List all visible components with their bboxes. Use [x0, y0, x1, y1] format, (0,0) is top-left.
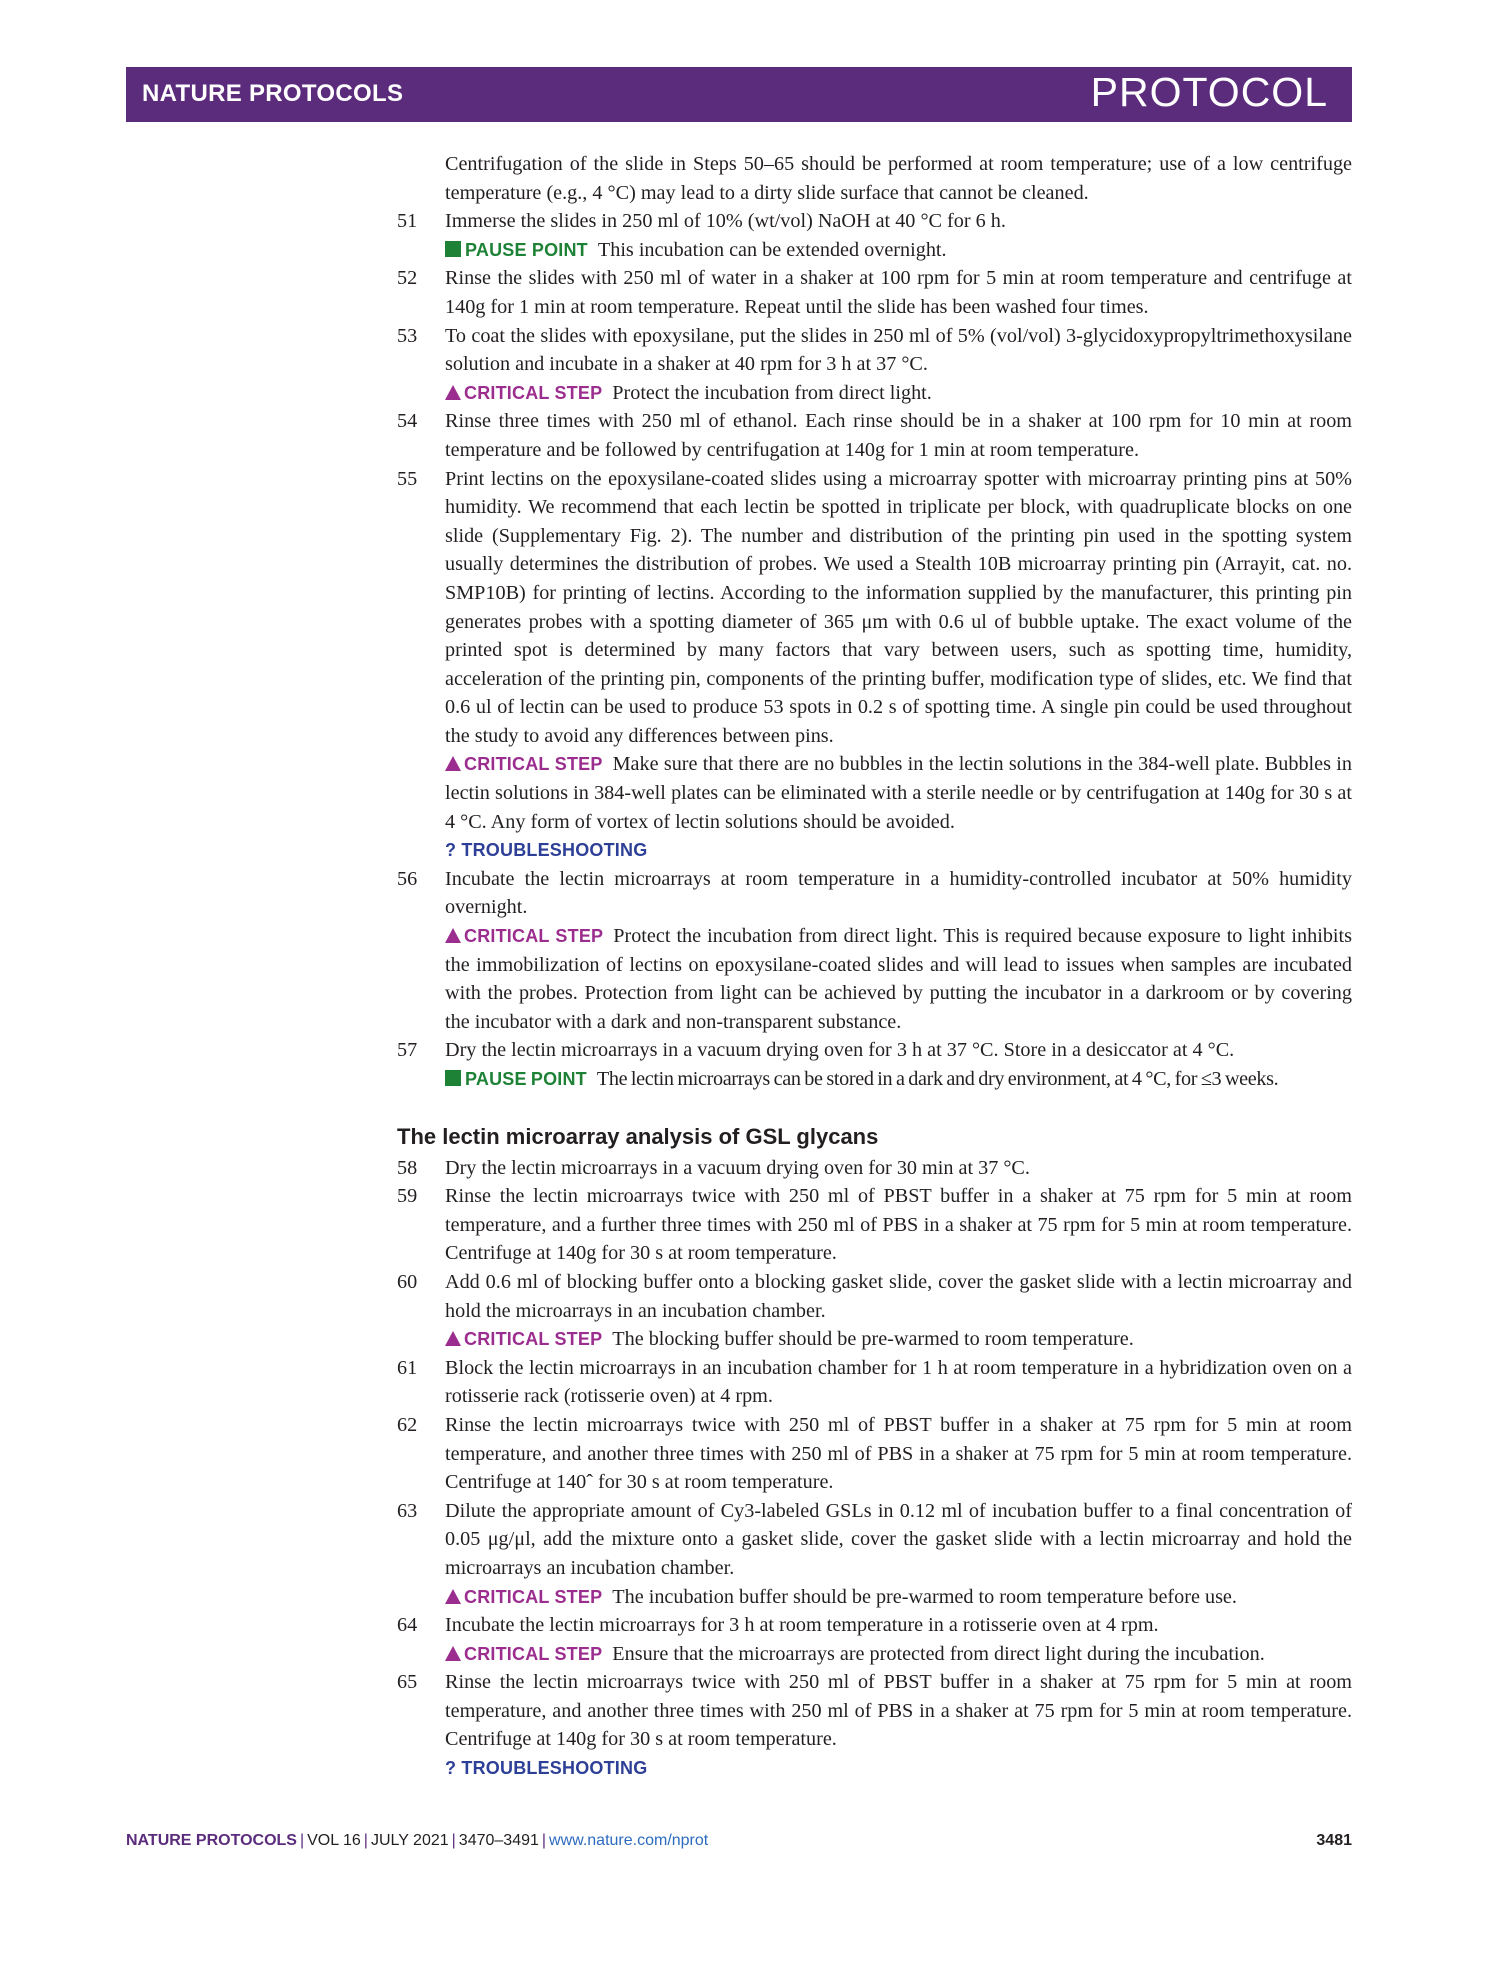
critical-step-text: Ensure that the microarrays are protected from direct light during the incubation.: [612, 1642, 1265, 1665]
critical-step-icon: [445, 928, 461, 943]
step-number: 54: [397, 410, 418, 433]
step-text: To coat the slides with epoxysilane, put the slides in 250 ml of 5% (vol/vol) 3-glycidoxypropyltrimethoxysilane solution and incubate in a shaker at 40 rpm for 3 h at 37 °C.: [445, 324, 1352, 376]
journal-name: NATURE PROTOCOLS: [142, 80, 404, 107]
footer-volume: VOL 16: [307, 1832, 361, 1849]
critical-step-note: [445, 379, 1352, 408]
pause-point-note: [445, 236, 1352, 265]
step-65: [397, 1668, 1352, 1754]
footer-date: JULY 2021: [370, 1832, 449, 1849]
step-54: [397, 407, 1352, 464]
critical-step-note: [445, 1325, 1352, 1354]
article-body: [397, 150, 1352, 1783]
step-60: [397, 1268, 1352, 1325]
step-text: Rinse three times with 250 ml of ethanol. Each rinse should be in a shaker at 100 rpm for 10 min at room temperature and be followed by centrifugation at 140g for 1 min at room temperature.: [445, 410, 1352, 461]
step-57: [397, 1036, 1352, 1065]
step-number: 58: [397, 1156, 418, 1179]
step-56: [397, 865, 1352, 922]
footer-journal: NATURE PROTOCOLS: [126, 1832, 297, 1849]
step-number: 53: [397, 324, 418, 347]
step-text: Rinse the lectin microarrays twice with 250 ml of PBST buffer in a shaker at 75 rpm for 5 min at room temperature, and another three times with 250 ml of PBS in a shaker at 75 rpm for 5 min at room temperature. Centrifuge at 140g for 30 s at room temperature.: [445, 1671, 1352, 1751]
pause-point-icon: [445, 241, 461, 257]
intro-paragraph: Centrifugation of the slide in Steps 50–65 should be performed at room temperature; use of a low centrifuge temperature (e.g., 4 °C) may lead to a dirty slide surface that cannot be cleaned.: [445, 153, 1352, 204]
article-type: PROTOCOL: [1090, 69, 1328, 115]
critical-step-label: CRITICAL STEP: [464, 1643, 603, 1664]
step-number: 63: [397, 1499, 418, 1522]
critical-step-label: CRITICAL STEP: [464, 754, 603, 775]
troubleshooting-note: [445, 836, 1352, 865]
step-text: Rinse the lectin microarrays twice with 250 ml of PBST buffer in a shaker at 75 rpm for 5 min at room temperature, and a further three times with 250 ml of PBS in a shaker at 75 rpm for 5 min at room temperature. Centrifuge at 140g for 30 s at room temperature.: [445, 1185, 1352, 1265]
pause-point-label: PAUSE POINT: [465, 239, 588, 260]
critical-step-icon: [445, 1589, 461, 1604]
step-text: Dry the lectin microarrays in a vacuum drying oven for 3 h at 37 °C. Store in a desiccator at 4 °C.: [445, 1039, 1235, 1062]
section-heading: The lectin microarray analysis of GSL glycans: [397, 1123, 879, 1149]
step-number: 65: [397, 1671, 418, 1694]
page-header: [126, 67, 1352, 122]
step-number: 51: [397, 210, 418, 233]
critical-step-text: Protect the incubation from direct light. This is required because exposure to light inhibits the immobilization of lectins on epoxysilane-coated slides and will lead to issues when samples are incubated with the probes. Protection from light can be achieved by putting the incubator in a darkroom or by covering the incubator with a dark and non-transparent substance.: [445, 925, 1353, 1033]
page-number: 3481: [1316, 1832, 1352, 1849]
troubleshooting-label: ? TROUBLESHOOTING: [445, 840, 648, 861]
footer-separator: |: [541, 1832, 547, 1849]
pause-point-note: [445, 1065, 1352, 1094]
step-text: Rinse the lectin microarrays twice with 250 ml of PBST buffer in a shaker at 75 rpm for 5 min at room temperature, and another three times with 250 ml of PBS in a shaker at 75 rpm for 5 min at room temperature. Centrifuge at 140ˆ for 30 s at room temperature.: [445, 1413, 1352, 1494]
footer-pages: 3470–3491: [458, 1832, 539, 1849]
step-number: 59: [397, 1185, 418, 1208]
step-52: [397, 264, 1352, 321]
footer-citation: [126, 1832, 708, 1850]
critical-step-label: CRITICAL STEP: [464, 926, 604, 947]
footer-url-link[interactable]: www.nature.com/nprot: [549, 1832, 709, 1849]
critical-step-note: [445, 750, 1352, 836]
step-text: Add 0.6 ml of blocking buffer onto a blocking gasket slide, cover the gasket slide with a lectin microarray and hold the microarrays in an incubation chamber.: [445, 1270, 1352, 1322]
step-text: Block the lectin microarrays in an incubation chamber for 1 h at room temperature in a hybridization oven on a rotisserie rack (rotisserie oven) at 4 rpm.: [445, 1356, 1352, 1408]
pause-point-text: The lectin microarrays can be stored in a dark and dry environment, at 4 °C, for ≤3 weeks.: [596, 1068, 1279, 1090]
critical-step-label: CRITICAL STEP: [464, 382, 603, 403]
step-61: [397, 1354, 1352, 1411]
steps-list-part2: [397, 1154, 1352, 1783]
critical-step-note: [445, 922, 1352, 1036]
critical-step-text: Protect the incubation from direct light.: [612, 381, 932, 404]
step-number: 60: [397, 1270, 418, 1293]
step-number: 62: [397, 1413, 418, 1436]
troubleshooting-label: ? TROUBLESHOOTING: [445, 1758, 648, 1779]
critical-step-note: [445, 1640, 1352, 1669]
step-number: 57: [397, 1039, 418, 1062]
step-55: [397, 465, 1352, 751]
critical-step-icon: [445, 1331, 461, 1346]
step-62: [397, 1411, 1352, 1497]
footer-separator: |: [363, 1832, 368, 1849]
step-text: Dry the lectin microarrays in a vacuum drying oven for 30 min at 37 °C.: [445, 1156, 1030, 1179]
critical-step-icon: [445, 385, 461, 400]
step-64: [397, 1611, 1352, 1640]
critical-step-icon: [445, 756, 461, 771]
step-text: Rinse the slides with 250 ml of water in a shaker at 100 rpm for 5 min at room temperature and centrifuge at 140g for 1 min at room temperature. Repeat until the slide has been washed four times.: [445, 267, 1352, 318]
step-51: [397, 207, 1352, 236]
step-text: Immerse the slides in 250 ml of 10% (wt/vol) NaOH at 40 °C for 6 h.: [445, 210, 1006, 233]
step-53: [397, 322, 1352, 379]
step-text: Incubate the lectin microarrays for 3 h at room temperature in a rotisserie oven at 4 rpm.: [445, 1614, 1159, 1637]
pause-point-icon: [445, 1070, 461, 1086]
step-number: 52: [397, 267, 418, 290]
critical-step-note: [445, 1583, 1352, 1612]
critical-step-label: CRITICAL STEP: [464, 1586, 603, 1607]
critical-step-text: Make sure that there are no bubbles in the lectin solutions in the 384-well plate. Bubbles in lectin solutions in 384-well plates can be eliminated with a sterile needle or by centrifugation at 140g for 30 s at 4 °C. Any form of vortex of lectin solutions should be avoided.: [445, 753, 1352, 833]
steps-list-part1: [397, 207, 1352, 1093]
footer-separator: |: [299, 1832, 305, 1849]
step-63: [397, 1497, 1352, 1583]
critical-step-icon: [445, 1646, 461, 1661]
step-58: [397, 1154, 1352, 1183]
step-number: 56: [397, 867, 418, 890]
step-number: 55: [397, 467, 418, 490]
critical-step-text: The incubation buffer should be pre-warmed to room temperature before use.: [612, 1585, 1237, 1608]
step-text: Dilute the appropriate amount of Cy3-labeled GSLs in 0.12 ml of incubation buffer to a final concentration of 0.05 μg/μl, add the mixture onto a gasket slide, cover the gasket slide with a lectin microarray and hold the microarrays an incubation chamber.: [445, 1499, 1352, 1579]
step-text: Print lectins on the epoxysilane-coated slides using a microarray spotter with microarray printing pins at 50% humidity. We recommend that each lectin be spotted in triplicate per block, with quadruplicate blocks on one slide (Supplementary Fig. 2). The number and distribution of the printing pin used in the spotting system usually determines the distribution of probes. We used a Stealth 10B microarray printing pin (Arrayit, cat. no. SMP10B) for printing of lectins. According to the information supplied by the manufacturer, this printing pin generates probes with a spotting diameter of 365 μm with 0.6 ul of bubble uptake. The exact volume of the printed spot is determined by many factors that vary between users, such as spotting time, humidity, acceleration of the printing pin, components of the printing buffer, modification type of slides, etc. We find that 0.6 ul of lectin can be used to produce 53 spots in 0.2 s of spotting time. A single pin could be used throughout the study to avoid any differences between pins.: [445, 467, 1352, 747]
step-number: 61: [397, 1356, 418, 1379]
critical-step-text: The blocking buffer should be pre-warmed to room temperature.: [612, 1328, 1134, 1351]
troubleshooting-note: [445, 1754, 1352, 1783]
pause-point-text: This incubation can be extended overnight.: [597, 238, 947, 261]
critical-step-label: CRITICAL STEP: [464, 1329, 603, 1350]
step-number: 64: [397, 1614, 418, 1637]
footer-separator: |: [451, 1832, 456, 1849]
pause-point-label: PAUSE POINT: [465, 1069, 587, 1089]
step-59: [397, 1182, 1352, 1268]
step-text: Incubate the lectin microarrays at room temperature in a humidity-controlled incubator at 50% humidity overnight.: [445, 867, 1352, 919]
